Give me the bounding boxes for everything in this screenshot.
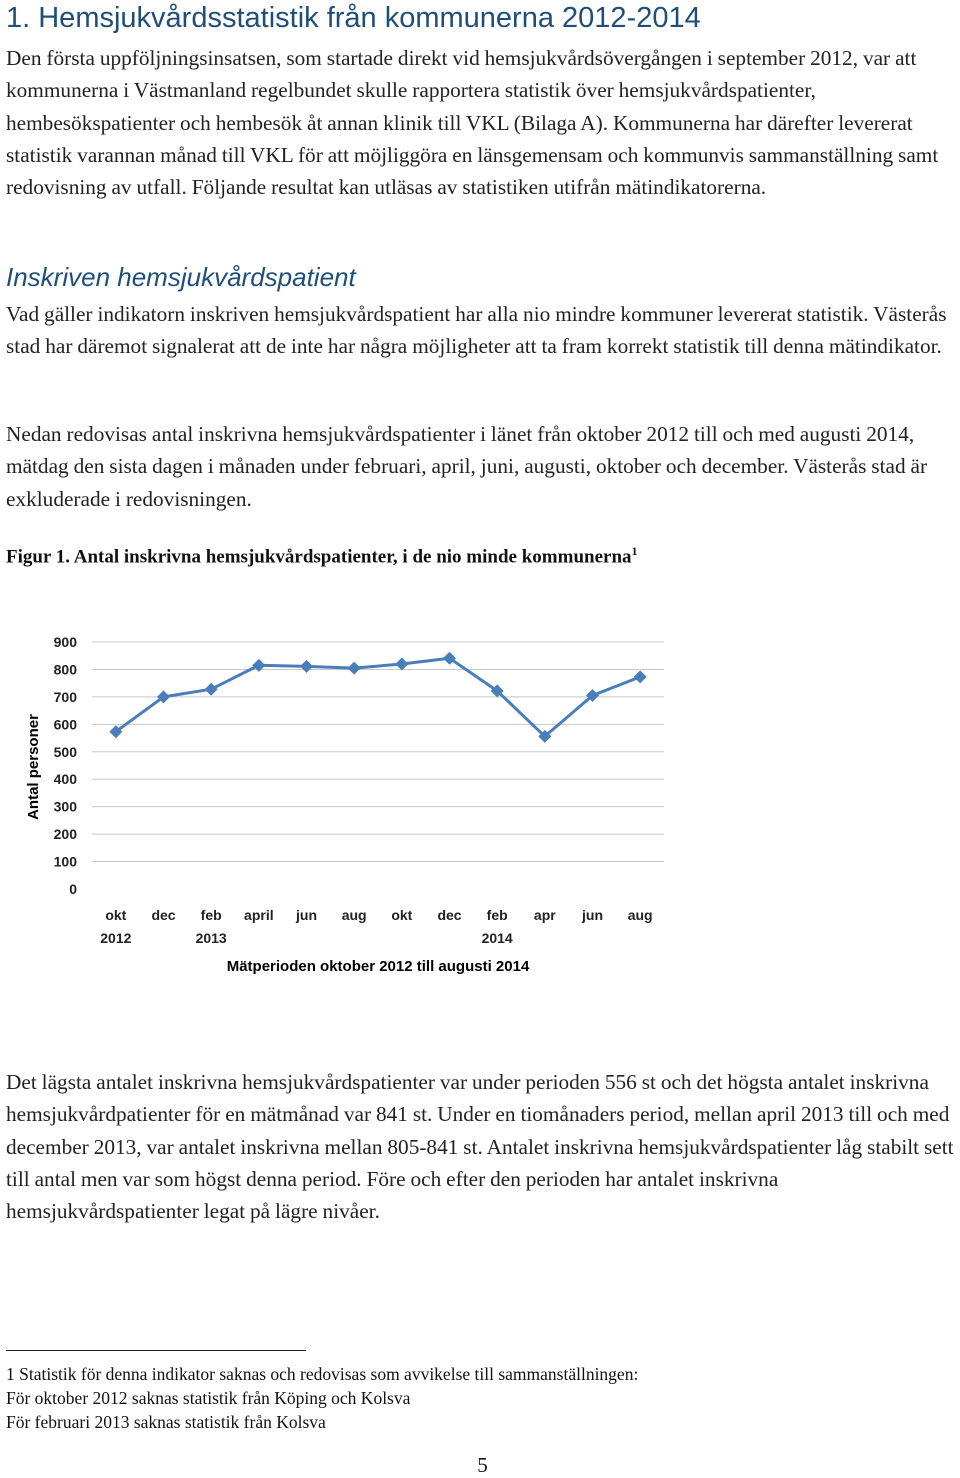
y-tick-label: 0	[69, 881, 77, 897]
y-axis-label: Antal personer	[25, 714, 42, 820]
intro-paragraph: Den första uppföljningsinsatsen, som startade direkt vid hemsjukvårdsövergången i september 2012, var att kommunerna i Västmanland regelbundet skulle rapportera statistik över hemsjukvårdspatienter, hembesökspatienter och hembesök åt annan klinik till VKL (Bilaga A). Kommunerna har därefter levererat statistik varannan månad till VKL för att möjliggöra en länsgemensam och kommunvis sammanställning samt redovisning av utfall. Följande resultat kan utläsas av statistiken utifrån mätindikatorerna.	[6, 46, 939, 200]
x-tick-label: 2014	[481, 930, 513, 946]
footnote-line: 1 Statistik för denna indikator saknas och redovisas som avvikelse till sammanställningen:	[6, 1364, 639, 1384]
figure-caption-text: Figur 1. Antal inskrivna hemsjukvårdspatienter, i de nio minde kommunerna	[6, 546, 632, 568]
x-tick-label: jun	[582, 907, 603, 923]
summary-paragraph: Det lägsta antalet inskrivna hemsjukvårdspatienter var under perioden 556 st och det högsta antalet inskrivna hemsjukvårdpatienter för en mätmånad var 841 st. Under en tiomånaders period, mellan april 2013 till och med december 2013, var antalet inskrivna mellan 805-841 st. Antalet inskrivna hemsjukvårdspatienter låg stabilt sett till antal men var som högst denna period. Före och efter den perioden har antalet inskrivna hemsjukvårdspatienter legat på lägre nivåer.	[6, 1070, 954, 1224]
footnote-line: För oktober 2012 saknas statistik från Köping och Kolsva	[6, 1388, 411, 1408]
footnotes	[6, 1362, 638, 1434]
chart-grid	[92, 642, 664, 862]
x-tick-label: aug	[627, 907, 653, 923]
data-point-marker	[348, 662, 361, 675]
y-tick-label: 200	[53, 826, 77, 843]
section-heading: 1. Hemsjukvårdsstatistik från kommunerna 2012-2014	[6, 2, 701, 34]
page-number: 5	[477, 1453, 488, 1477]
footnote-reference: 1	[631, 544, 638, 558]
data-point-marker	[205, 683, 218, 696]
x-tick-label: 2013	[195, 930, 227, 946]
footnote-divider	[6, 1350, 306, 1351]
y-tick-label: 600	[53, 716, 77, 733]
x-tick-label: feb	[200, 907, 222, 923]
data-point-marker	[395, 657, 408, 670]
x-tick-label: apr	[533, 907, 556, 923]
y-tick-label: 400	[53, 771, 77, 788]
footnote-line: För februari 2013 saknas statistik från Kolsva	[6, 1412, 326, 1432]
x-axis-ticks	[100, 907, 652, 946]
x-tick-label: dec	[151, 907, 176, 923]
figure-caption	[6, 537, 638, 571]
y-tick-label: 900	[53, 634, 77, 650]
y-tick-label: 100	[53, 853, 77, 870]
x-tick-label: april	[244, 907, 274, 923]
description-paragraph: Nedan redovisas antal inskrivna hemsjukvårdspatienter i länet från oktober 2012 till och med augusti 2014, mätdag den sista dagen i månaden under februari, april, juni, augusti, oktober och december. Västerås stad är exkluderade i redovisningen.	[6, 422, 928, 511]
y-tick-label: 800	[53, 661, 77, 678]
x-tick-label: feb	[486, 907, 508, 923]
data-point-marker	[634, 670, 647, 683]
y-tick-label: 700	[53, 688, 77, 705]
y-tick-label: 500	[53, 743, 77, 760]
y-axis-ticks	[54, 634, 78, 897]
x-tick-label: aug	[341, 907, 367, 923]
x-tick-label: 2012	[100, 930, 132, 946]
x-tick-label: okt	[391, 907, 413, 923]
x-tick-label: dec	[437, 907, 462, 923]
x-tick-label: okt	[105, 907, 127, 923]
line-chart	[0, 600, 960, 1000]
subsection-heading: Inskriven hemsjukvårdspatient	[6, 262, 356, 292]
y-tick-label: 300	[53, 798, 77, 815]
x-tick-label: jun	[296, 907, 317, 923]
data-point-marker	[300, 660, 313, 673]
indicator-paragraph: Vad gäller indikatorn inskriven hemsjukvårdspatient har alla nio mindre kommuner levererat statistik. Västerås stad har däremot signalerat att de inte har några möjligheter att ta fram korrekt statistik till denna mätindikator.	[6, 302, 947, 359]
x-axis-label: Mätperioden oktober 2012 till augusti 2014	[226, 958, 530, 975]
